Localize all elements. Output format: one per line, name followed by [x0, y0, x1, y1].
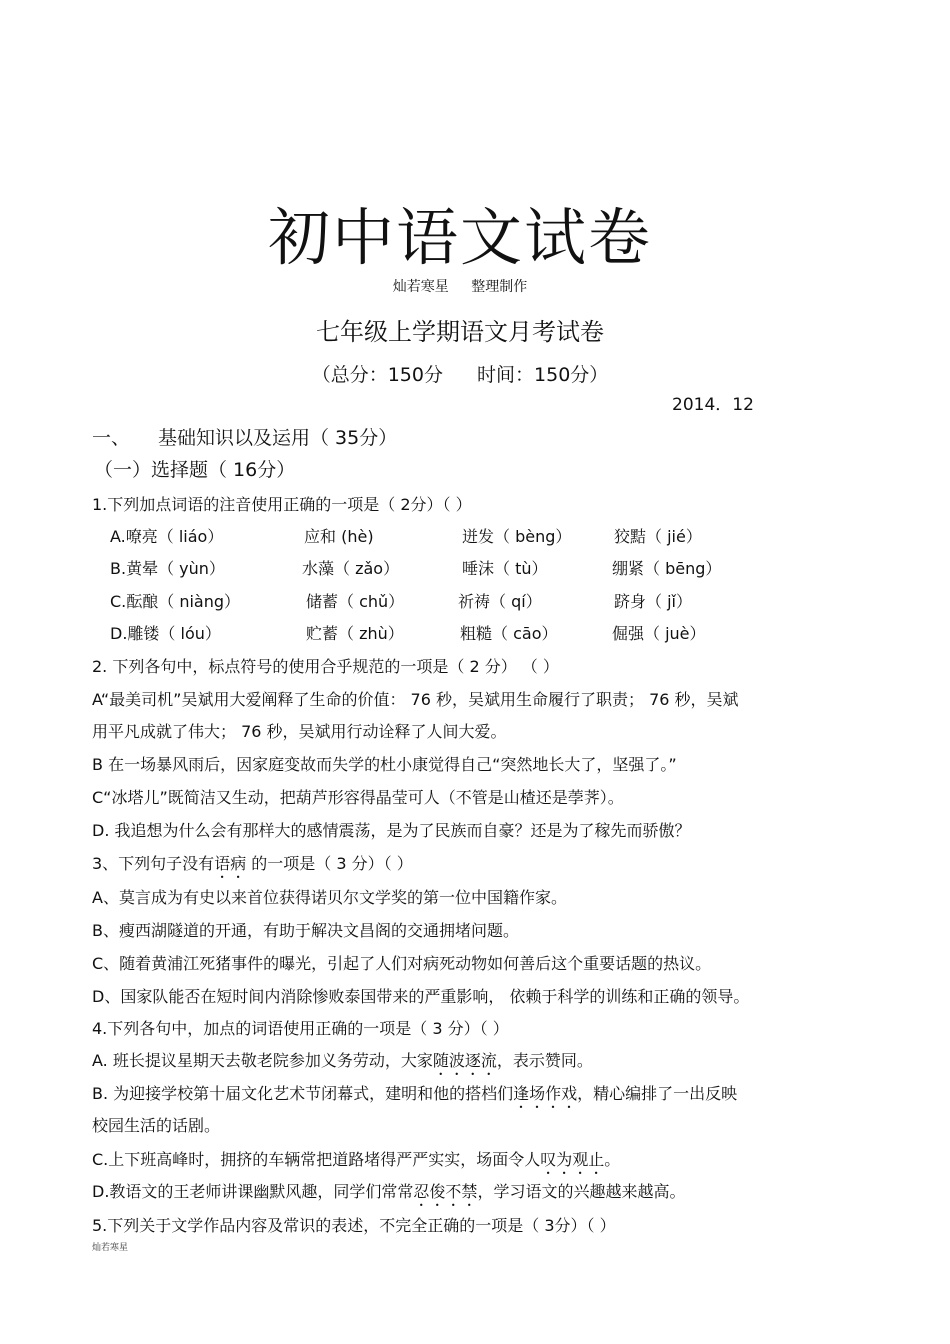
q4-a-post: ，表示赞同。 — [496, 1051, 593, 1070]
q2-option-c: C“冰塔儿”既简洁又生动，把葫芦形容得晶莹可人（不管是山楂还是荸荠）。 — [92, 788, 624, 807]
q4-a-dotted: 随波逐流 — [432, 1051, 497, 1070]
q1-option: A.嘹亮（ liáo） — [110, 527, 224, 546]
q5-stem: 5.下列关于文学作品内容及常识的表述，不完全正确的一项是（ 3分）（ ） — [92, 1216, 616, 1235]
q4-b-dotted: 逢场作戏 — [513, 1084, 578, 1103]
q4-d-dotted: 忍俊不禁 — [413, 1182, 478, 1201]
q1-option: D.雕镂（ lóu） — [110, 624, 221, 643]
q3-stem-dotted: 语病 — [214, 854, 247, 873]
q1-option: 应和 (hè) — [304, 527, 374, 546]
q3-stem — [92, 853, 413, 882]
q3-option-c: C、随着黄浦江死猪事件的曝光，引起了人们对病死动物如何善后这个重要话题的热议。 — [92, 954, 712, 973]
exam-time: 时间：150分） — [477, 364, 609, 386]
q4-stem: 4.下列各句中，加点的词语使用正确的一项是（ 3 分）（ ） — [92, 1019, 509, 1038]
q2-option-d: D. 我追想为什么会有那样大的感情震荡，是为了民族而自豪？还是为了稼先而骄傲？ — [92, 821, 691, 840]
q1-option: 绷紧（ bēng） — [612, 559, 722, 578]
q1-option: 粗糙（ cāo） — [460, 624, 558, 643]
q4-b-pre: B. 为迎接学校第十届文化艺术节闭幕式，建明和他的搭档们 — [92, 1084, 514, 1103]
q1-option: 迸发（ bèng） — [462, 527, 572, 546]
q1-option: 倔强（ juè） — [612, 624, 706, 643]
q4-option-b-cont: 校园生活的话剧。 — [92, 1116, 221, 1135]
q4-c-dotted: 叹为观止 — [540, 1150, 605, 1169]
subsection-heading: （一）选择题（ 16分） — [94, 459, 296, 481]
q3-option-a: A、莫言成为有史以来首位获得诺贝尔文学奖的第一位中国籍作家。 — [92, 888, 567, 907]
q3-option-b: B、瘦西湖隧道的开通，有助于解决文昌阁的交通拥堵问题。 — [92, 921, 519, 940]
q3-stem-pre: 3、下列句子没有 — [92, 854, 215, 873]
q1-option: C.酝酿（ niàng） — [110, 592, 241, 611]
q4-b-post: ，精心编排了一出反映 — [577, 1084, 738, 1103]
q4-c-post: 。 — [604, 1150, 621, 1169]
q3-stem-post: 的一项是（ 3 分）（ ） — [246, 854, 413, 873]
q4-option-c — [92, 1149, 620, 1178]
q4-option-a — [92, 1050, 593, 1079]
section-heading: 基础知识以及运用（ 35分） — [158, 427, 398, 449]
q1-stem: 1.下列加点词语的注音使用正确的一项是（ 2分）（ ） — [92, 495, 472, 514]
q1-option: 水藻（ zǎo） — [302, 559, 400, 578]
q2-option-a: A“最美司机”吴斌用大爱阐释了生命的价值： 76 秒，吴斌用生命履行了职责； 76 秒，吴斌 — [92, 690, 739, 709]
q4-option-b — [92, 1083, 737, 1112]
q2-stem: 2. 下列各句中，标点符号的使用合乎规范的一项是（ 2 分） （ ） — [92, 657, 559, 676]
page-footer: 灿若寒星 — [92, 1243, 129, 1253]
q2-option-a-cont: 用平凡成就了伟大； 76 秒，吴斌用行动诠释了人间大爱。 — [92, 722, 507, 741]
q1-option: 祈祷（ qí） — [458, 592, 542, 611]
producer-credit: 灿若寒星 整理制作 — [392, 279, 528, 295]
total-score: （总分：150分 — [311, 364, 443, 386]
q4-option-d — [92, 1181, 685, 1210]
q1-option: 狡黠（ jié） — [614, 527, 702, 546]
q2-option-b: B 在一场暴风雨后，因家庭变故而失学的杜小康觉得自己“突然地长大了，坚强了。” — [92, 755, 677, 774]
q4-c-pre: C.上下班高峰时，拥挤的车辆常把道路堵得严严实实，场面令人 — [92, 1150, 541, 1169]
q1-option: 唾沫（ tù） — [462, 559, 548, 578]
q4-d-pre: D.教语文的王老师讲课幽默风趣，同学们常常 — [92, 1182, 414, 1201]
q3-option-d: D、国家队能否在短时间内消除惨败泰国带来的严重影响， 依赖于科学的训练和正确的领导。 — [92, 987, 750, 1006]
q4-a-pre: A. 班长提议星期天去敬老院参加义务劳动，大家 — [92, 1051, 433, 1070]
exam-meta — [0, 362, 920, 388]
page-title: 初中语文试卷 — [267, 201, 652, 274]
q1-option: 贮蓄（ zhù） — [306, 624, 404, 643]
q1-option: B.黄晕（ yùn） — [110, 559, 225, 578]
q1-option: 储蓄（ chǔ） — [306, 592, 405, 611]
exam-date: 2014．12 — [672, 395, 754, 415]
section-number: 一、 — [92, 427, 131, 449]
q4-d-post: ，学习语文的兴趣越来越高。 — [477, 1182, 686, 1201]
q1-option: 跻身（ jǐ） — [614, 592, 692, 611]
exam-subtitle: 七年级上学期语文月考试卷 — [316, 318, 604, 346]
